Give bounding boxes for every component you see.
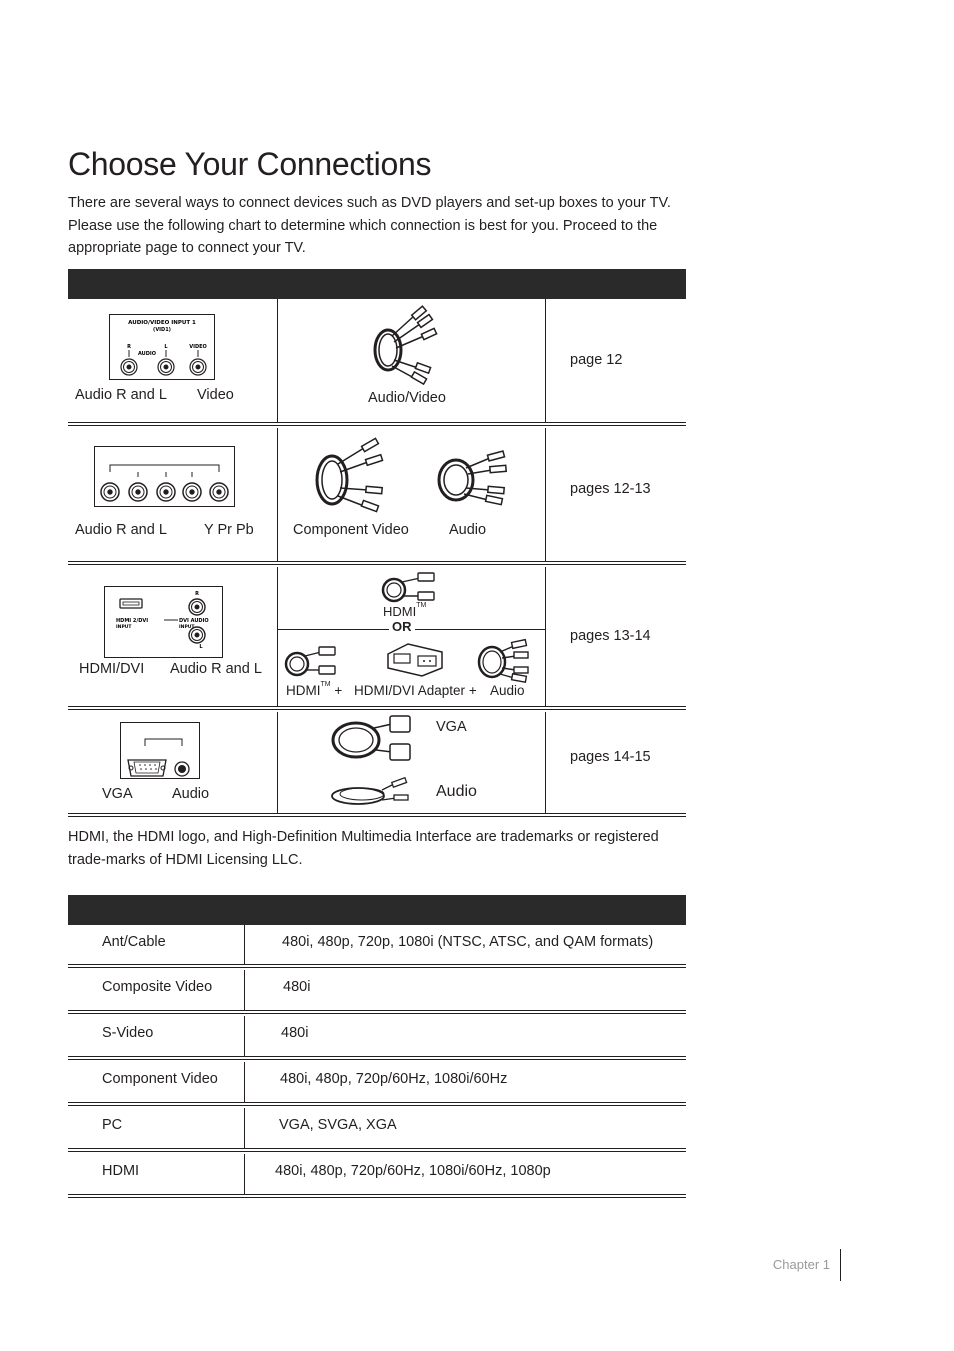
- audio-mini-cable-icon: [328, 774, 414, 810]
- format-input-name: HDMI: [102, 1163, 140, 1179]
- cable-label-vga: VGA: [436, 719, 467, 735]
- hdmi-cable-alt-icon: [283, 646, 339, 678]
- page-ref: pages 12-13: [570, 481, 651, 497]
- formats-column-divider: [244, 1062, 245, 1102]
- format-input-name: Component Video: [102, 1071, 218, 1087]
- row-rule: [68, 1010, 686, 1014]
- format-input-name: Composite Video: [102, 979, 213, 995]
- jack-label-audio: Audio R and L: [75, 522, 167, 538]
- component-jack-panel-icon: [94, 446, 235, 507]
- row-rule: [68, 1148, 686, 1152]
- hdmi-jack-panel-icon: [104, 586, 223, 658]
- format-values: 480i, 480p, 720p/60Hz, 1080i/60Hz: [280, 1071, 508, 1087]
- column-divider: [545, 299, 546, 422]
- cable-label-audio: Audio: [436, 783, 477, 800]
- connections-header-bar: [68, 269, 686, 299]
- jack-label-video: Video: [197, 387, 234, 403]
- jack-label-audio: Audio R and L: [75, 387, 167, 403]
- column-divider: [545, 567, 546, 706]
- av-cable-icon: [372, 306, 438, 386]
- svg-text:AUDIO: AUDIO: [137, 351, 157, 357]
- jack-label-audio: Audio R and L: [170, 661, 262, 677]
- column-divider: [545, 712, 546, 813]
- svg-text:HDMI 2/DVI: HDMI 2/DVI: [116, 618, 149, 624]
- jack-label-audio: Audio: [172, 786, 210, 802]
- page-title: Choose Your Connections: [68, 146, 432, 182]
- format-input-name: S-Video: [102, 1025, 154, 1041]
- page-ref: pages 14-15: [570, 749, 651, 765]
- vga-jack-panel-icon: [120, 722, 200, 779]
- formats-column-divider: [244, 1154, 245, 1194]
- row-rule: [68, 1102, 686, 1106]
- formats-column-divider: [244, 1016, 245, 1056]
- jack-title: AUDIO/VIDEO INPUT 1: [128, 320, 196, 326]
- svg-text:VIDEO: VIDEO: [189, 344, 207, 350]
- format-values: 480i, 480p, 720p, 1080i (NTSC, ATSC, and QAM formats): [282, 934, 654, 950]
- svg-text:INPUT: INPUT: [116, 625, 132, 630]
- cable-label-audio-alt: Audio: [490, 683, 525, 698]
- cable-label-adapter: HDMI/DVI Adapter +: [354, 683, 477, 698]
- trademark-note: HDMI, the HDMI logo, and High-Definition Multimedia Interface are trademarks or registered trade-marks of HDMI Licensing LLC.: [68, 829, 659, 868]
- audio-cable-alt-icon: [476, 638, 530, 682]
- page-ref: pages 13-14: [570, 628, 651, 644]
- row-rule: [68, 422, 686, 426]
- column-divider: [277, 428, 278, 561]
- format-values: 480i: [281, 1025, 309, 1041]
- svg-text:DVI AUDIO: DVI AUDIO: [179, 618, 209, 624]
- component-cable-icon: [314, 438, 384, 518]
- cable-label-hdmi: HDMI™: [383, 602, 427, 619]
- row-rule: [68, 706, 686, 710]
- chapter-footer: Chapter 1: [772, 1257, 830, 1272]
- row-rule: [68, 561, 686, 565]
- row-rule: [68, 964, 686, 968]
- format-values: VGA, SVGA, XGA: [279, 1117, 397, 1133]
- page-ref: page 12: [570, 352, 623, 368]
- jack-label-hdmi-dvi: HDMI/DVI: [79, 661, 145, 677]
- svg-text:R: R: [195, 591, 199, 597]
- column-divider: [277, 299, 278, 422]
- hdmi-dvi-adapter-icon: [384, 640, 446, 678]
- svg-text:L: L: [199, 644, 203, 650]
- intro-paragraph: There are several ways to connect devices such as DVD players and set-up boxes to your TV. Please use the following chart to determine which connection is best for you. Proceed to the appropriate page to connect your TV.: [68, 195, 671, 256]
- av-jack-panel-icon: [109, 314, 215, 380]
- row-rule: [68, 1194, 686, 1198]
- jack-label-vga: VGA: [102, 786, 133, 802]
- cable-label-hdmi-alt: HDMI™ +: [286, 681, 343, 698]
- svg-text:R: R: [127, 344, 131, 350]
- formats-column-divider: [244, 1108, 245, 1148]
- cable-label-av: Audio/Video: [368, 390, 446, 406]
- cable-label-audio: Audio: [449, 522, 487, 538]
- formats-column-divider: [244, 925, 245, 964]
- formats-column-divider: [244, 970, 245, 1010]
- footer-divider: [840, 1249, 841, 1281]
- svg-text:L: L: [164, 344, 168, 350]
- column-divider: [277, 567, 278, 706]
- format-input-name: Ant/Cable: [102, 934, 166, 950]
- formats-header-bar: [68, 895, 686, 925]
- or-label: OR: [389, 619, 415, 634]
- cable-label-component: Component Video: [293, 522, 409, 538]
- format-values: 480i: [283, 979, 311, 995]
- column-divider: [277, 712, 278, 813]
- jack-label-ypbpr: Y Pr Pb: [204, 522, 254, 538]
- row-rule: [68, 1056, 686, 1060]
- hdmi-cable-icon: [380, 572, 438, 604]
- format-values: 480i, 480p, 720p/60Hz, 1080i/60Hz, 1080p: [275, 1163, 551, 1179]
- svg-text:(VID1): (VID1): [153, 327, 171, 333]
- format-input-name: PC: [102, 1117, 123, 1133]
- row-rule: [68, 813, 686, 817]
- svg-text:INPUT: INPUT: [179, 625, 195, 630]
- column-divider: [545, 428, 546, 561]
- audio-cable-icon: [436, 450, 508, 506]
- vga-cable-icon: [330, 712, 416, 766]
